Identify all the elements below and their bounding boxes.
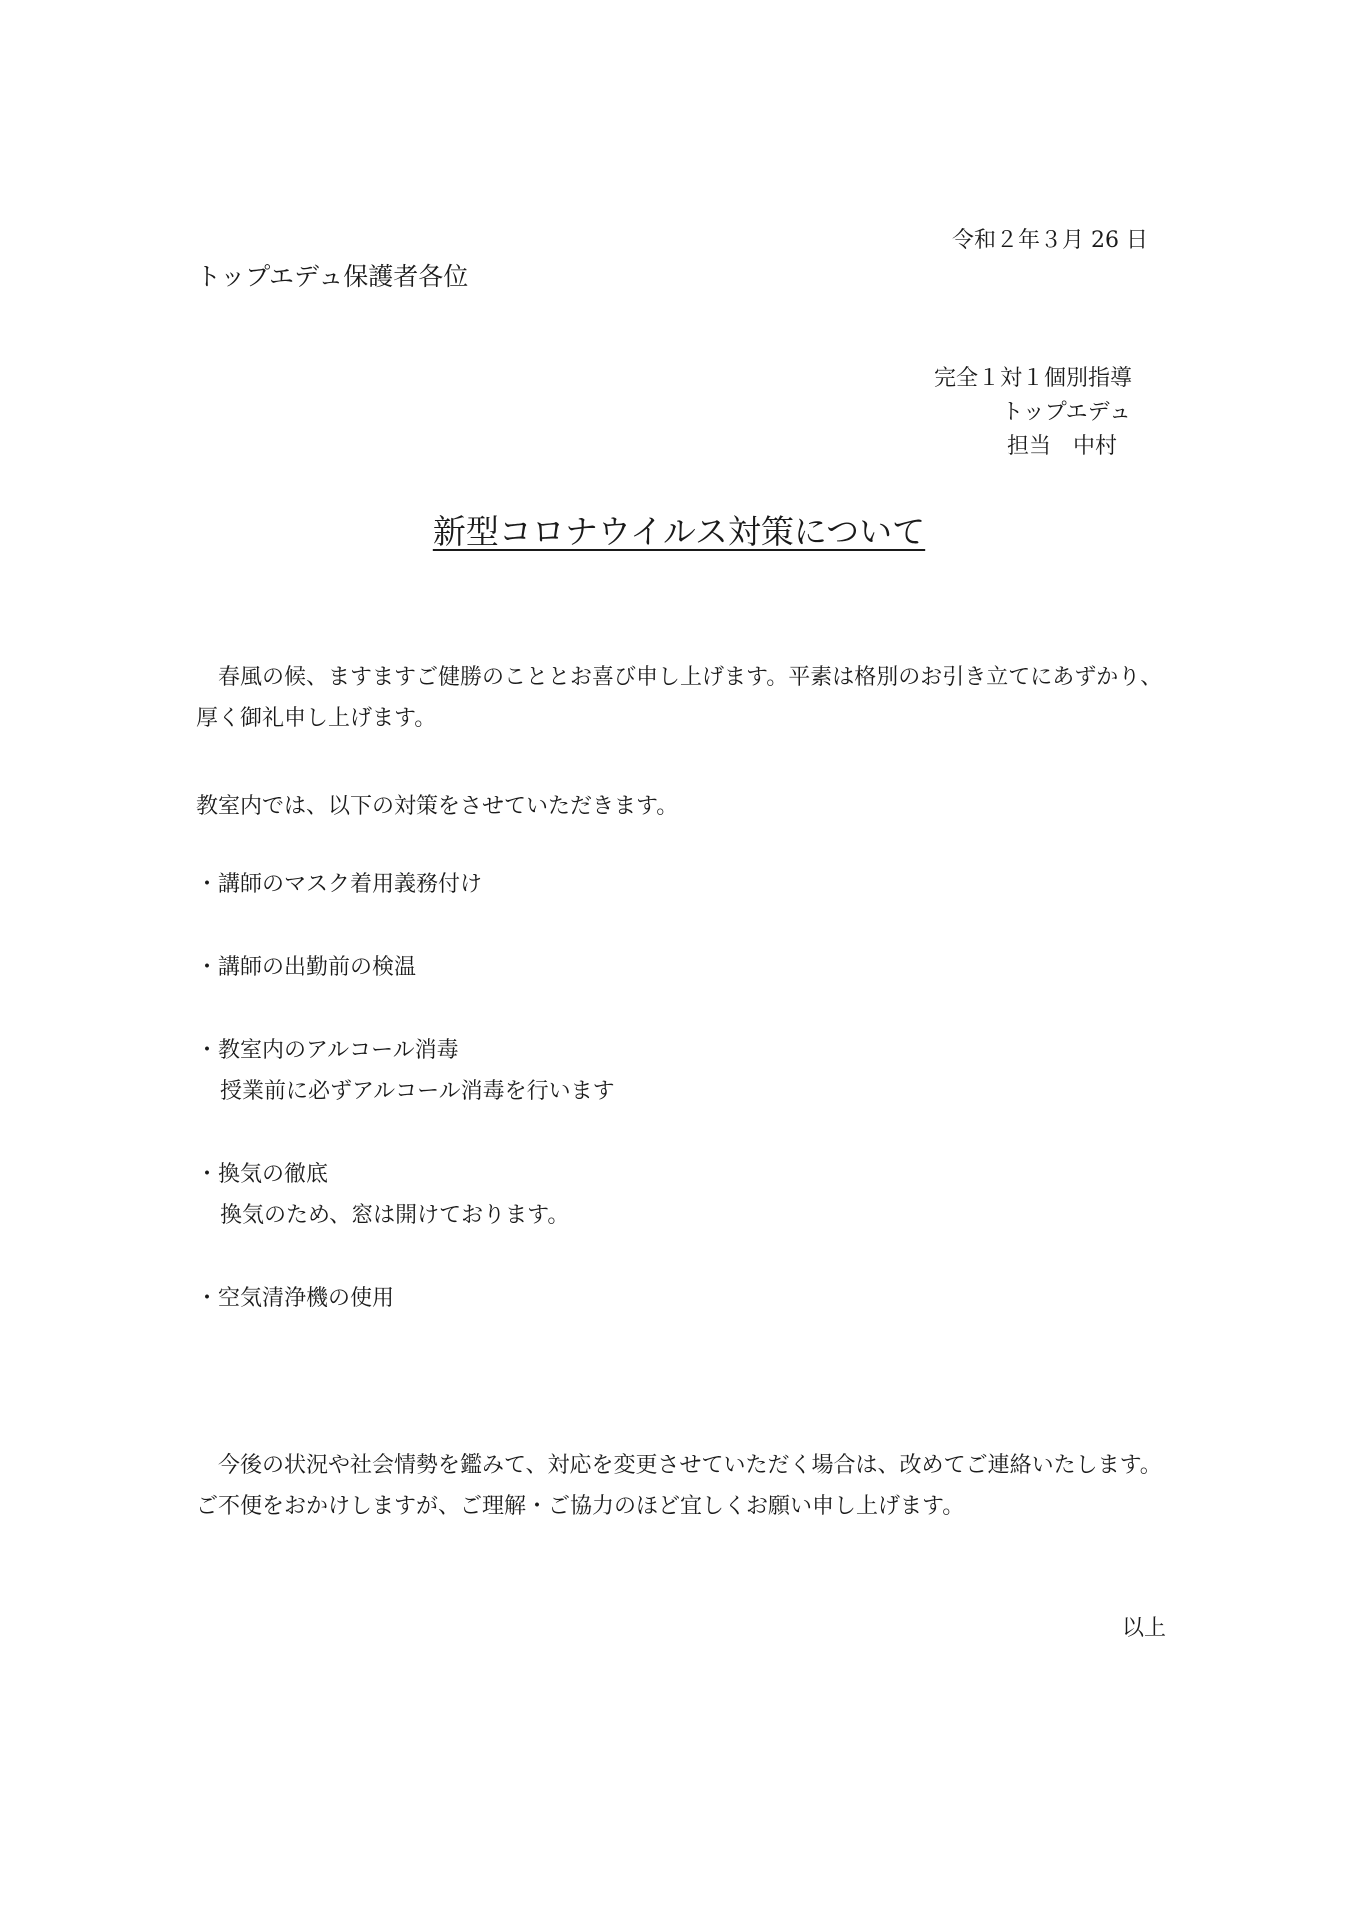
measure-label: ・講師の出勤前の検温 [196,955,417,980]
measure-detail: 授業前に必ずアルコール消毒を行います [220,1079,615,1104]
letter-date: 令和２年３月 26 日 [952,228,1148,253]
measure-item [196,947,416,988]
sender-name: トップエデュ [1001,400,1131,425]
measure-item [196,1154,569,1236]
measure-detail: 換気のため、窓は開けております。 [220,1203,570,1228]
recipient: トップエデュ保護者各位 [196,262,469,291]
measure-label: ・講師のマスク着用義務付け [196,872,483,897]
end-mark: 以上 [1121,1616,1166,1641]
measure-label: ・換気の徹底 [196,1162,329,1187]
measure-item [196,864,482,905]
measure-item [196,1278,394,1319]
measure-item [196,1030,615,1112]
closing-paragraph: 今後の状況や社会情勢を鑑みて、対応を変更させていただく場合は、改めてご連絡いたします。ご不便をおかけしますが、ご理解・ご協力のほど宜しくお願い申し上げます。 [196,1453,1162,1519]
measure-label: ・教室内のアルコール消毒 [196,1038,459,1063]
sender-organization: 完全１対１個別指導 [933,366,1132,391]
sender-block [885,362,1145,464]
sender-staff: 担当 中村 [1006,434,1117,459]
greeting-paragraph: 春風の候、ますますご健勝のこととお喜び申し上げます。平素は格別のお引き立てにあずかり、厚く御礼申し上げます。 [196,665,1163,731]
measure-label: ・空気清浄機の使用 [196,1286,395,1311]
letter-title: 新型コロナウイルス対策について [432,512,926,551]
intro-paragraph: 教室内では、以下の対策をさせていただきます。 [196,794,679,819]
letter-title-container [0,512,1358,552]
